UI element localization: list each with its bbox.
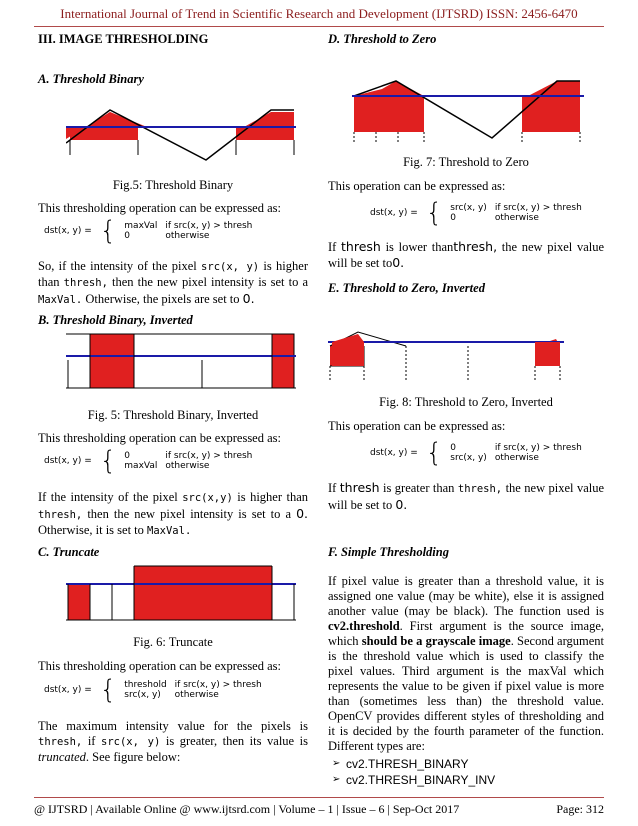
eq-lhs: dst(x, y) = xyxy=(370,208,418,218)
eq-cond-2: otherwise xyxy=(494,213,539,223)
equation-a xyxy=(40,216,256,246)
eq-case-1: maxVal xyxy=(124,221,158,231)
fill-region xyxy=(522,81,580,132)
thresh-term: thresh, xyxy=(453,239,498,254)
section-e-intro: This operation can be expressed as: xyxy=(328,419,506,433)
section-a-title: A. Threshold Binary xyxy=(38,72,144,86)
eq-lhs: dst(x, y) = xyxy=(44,456,92,466)
zero-term: 0. xyxy=(242,291,255,306)
eq-cond-2: otherwise xyxy=(165,231,210,241)
section-e-title: E. Threshold to Zero, Inverted xyxy=(328,281,485,295)
section-e-paragraph xyxy=(328,480,604,513)
eq-cond-1: if src(x, y) > thresh xyxy=(165,451,253,461)
fill-region xyxy=(332,334,364,366)
section-b-title: B. Threshold Binary, Inverted xyxy=(38,313,193,327)
text: . First argument is the source image, which xyxy=(328,619,604,648)
section-f-paragraph xyxy=(328,574,604,754)
page-number: Page: 312 xyxy=(556,802,604,816)
zero-term: 0. xyxy=(392,255,405,270)
text: The maximum intensity value for the pixels is xyxy=(38,719,308,733)
maxval-term: MaxVal. xyxy=(147,525,192,537)
eq-case-1: 0 xyxy=(450,443,457,453)
brace: { xyxy=(425,198,443,228)
text: is higher than xyxy=(38,259,308,289)
emphasis: should be a grayscale image xyxy=(361,634,511,648)
eq-case-2: src(x, y) xyxy=(450,453,487,463)
text: Otherwise, it is set to xyxy=(38,523,144,537)
eq-cond-1: if src(x, y) > thresh xyxy=(494,203,582,213)
fig6-caption: Fig. 6: Truncate xyxy=(133,635,213,649)
eq-case-1: threshold xyxy=(124,680,167,690)
thresh-term: thresh xyxy=(339,480,380,495)
thresh-term: thresh, xyxy=(38,736,83,748)
fill-region xyxy=(272,334,294,388)
maxval-term: MaxVal. xyxy=(38,294,83,306)
fill-region xyxy=(354,81,424,132)
src-term: src(x, y) xyxy=(201,261,260,273)
thresh-term: thresh xyxy=(341,239,381,254)
section-c-intro: This thresholding operation can be expressed as: xyxy=(38,659,281,673)
text: then the new pixel intensity is set to a xyxy=(112,275,308,289)
function-name: cv2.threshold xyxy=(328,619,400,633)
section-d-paragraph xyxy=(328,239,604,271)
brace: { xyxy=(425,438,443,468)
equation-d xyxy=(366,198,586,228)
section-title: III. IMAGE THRESHOLDING xyxy=(38,32,209,46)
eq-cond-2: otherwise xyxy=(174,690,219,700)
eq-case-2: src(x, y) xyxy=(124,690,161,700)
eq-cond-1: if src(x, y) > thresh xyxy=(165,221,253,231)
eq-case-1: src(x, y) xyxy=(450,203,487,213)
brace: { xyxy=(99,216,117,246)
eq-lhs: dst(x, y) = xyxy=(370,448,418,458)
section-d-intro: This operation can be expressed as: xyxy=(328,179,506,193)
fig8-caption: Fig. 8: Threshold to Zero, Inverted xyxy=(379,395,553,409)
text: the new pixel value will be set to xyxy=(328,481,605,512)
text: . Second argument is the threshold value which is used to classify the pixel values. Third argument is the maxVal which represents the value to be given if pixel value is more than (sometimes less than) the threshold value. OpenCV provides different styles of thresholding and it is decided by the fourth parameter of the function. Different types are: xyxy=(328,634,604,753)
text: If xyxy=(328,481,337,495)
text: So, if the intensity of the pixel xyxy=(38,259,197,273)
zero-term: 0. xyxy=(395,497,408,512)
eq-cond-1: if src(x, y) > thresh xyxy=(174,680,262,690)
eq-case-2: maxVal xyxy=(124,461,158,471)
fig-truncate xyxy=(66,564,296,622)
list-item: ➢ cv2.THRESH_BINARY xyxy=(332,756,602,772)
zero-term: 0. xyxy=(296,506,308,521)
section-a-intro: This thresholding operation can be expressed as: xyxy=(38,201,281,215)
text: the new pixel value will be set to xyxy=(328,240,605,270)
fill-region xyxy=(90,334,134,388)
fill-region xyxy=(134,566,272,620)
eq-case-2: 0 xyxy=(450,213,457,223)
fig-threshold-to-zero xyxy=(352,80,584,146)
footer-text: @ IJTSRD | Available Online @ www.ijtsrd.com | Volume – 1 | Issue – 6 | Sep-Oct 2017 xyxy=(34,802,460,816)
section-b-paragraph xyxy=(38,490,308,539)
truncated-term: truncated xyxy=(38,750,86,764)
fig7-caption: Fig. 7: Threshold to Zero xyxy=(403,155,529,169)
text: is lower than xyxy=(385,240,454,254)
thresh-term: thresh, xyxy=(457,483,503,495)
thresh-term: thresh, xyxy=(63,277,108,289)
brace: { xyxy=(99,446,117,476)
section-f-title: F. Simple Thresholding xyxy=(328,545,449,559)
src-term: src(x,y) xyxy=(182,492,233,504)
section-c-paragraph xyxy=(38,719,308,765)
text: then the new pixel intensity is set to a xyxy=(87,507,291,521)
brace: { xyxy=(99,675,117,705)
fig-threshold-binary xyxy=(66,95,296,167)
equation-e xyxy=(366,438,586,468)
eq-cond-1: if src(x, y) > thresh xyxy=(494,443,582,453)
fig-threshold-to-zero-inverted xyxy=(328,322,564,386)
header-rule xyxy=(34,26,604,27)
fig5-caption: Fig.5: Threshold Binary xyxy=(112,178,234,192)
eq-case-1: 0 xyxy=(124,451,131,461)
text: is greater than xyxy=(383,481,455,495)
journal-header: International Journal of Trend in Scientific Research and Development (IJTSRD) ISSN: 2456-6470 xyxy=(60,6,578,21)
text: . See figure below: xyxy=(85,750,181,764)
threshold-types-list xyxy=(332,756,602,788)
text: if xyxy=(87,734,96,748)
text: If xyxy=(328,240,337,254)
eq-cond-2: otherwise xyxy=(165,461,210,471)
section-c-title: C. Truncate xyxy=(38,545,100,559)
text: is higher than xyxy=(237,490,309,504)
eq-lhs: dst(x, y) = xyxy=(44,685,92,695)
text: is greater, then its value is xyxy=(165,734,308,748)
thresh-term: thresh, xyxy=(38,509,83,521)
page-footer xyxy=(34,802,604,817)
text: If pixel value is greater than a threshold value, it is assigned one value (may be white), else it is assigned another value (may be black). The function used is xyxy=(328,574,604,618)
text: Otherwise, the pixels are set to xyxy=(85,292,240,306)
section-b-intro: This thresholding operation can be expressed as: xyxy=(38,431,281,445)
equation-b xyxy=(40,446,256,476)
section-d-title: D. Threshold to Zero xyxy=(328,32,437,46)
fill-region xyxy=(535,342,560,366)
eq-case-2: 0 xyxy=(124,231,131,241)
text: If the intensity of the pixel xyxy=(38,490,178,504)
eq-lhs: dst(x, y) = xyxy=(44,226,92,236)
fill-region xyxy=(68,584,90,620)
eq-cond-2: otherwise xyxy=(494,453,539,463)
src-term: src(x, y) xyxy=(101,736,161,748)
footer-rule xyxy=(34,797,604,798)
equation-c xyxy=(40,675,266,705)
fig5b-caption: Fig. 5: Threshold Binary, Inverted xyxy=(87,408,259,422)
fig-threshold-binary-inverted xyxy=(66,332,296,402)
section-a-paragraph xyxy=(38,259,308,308)
list-item: ➢ cv2.THRESH_BINARY_INV xyxy=(332,772,602,788)
